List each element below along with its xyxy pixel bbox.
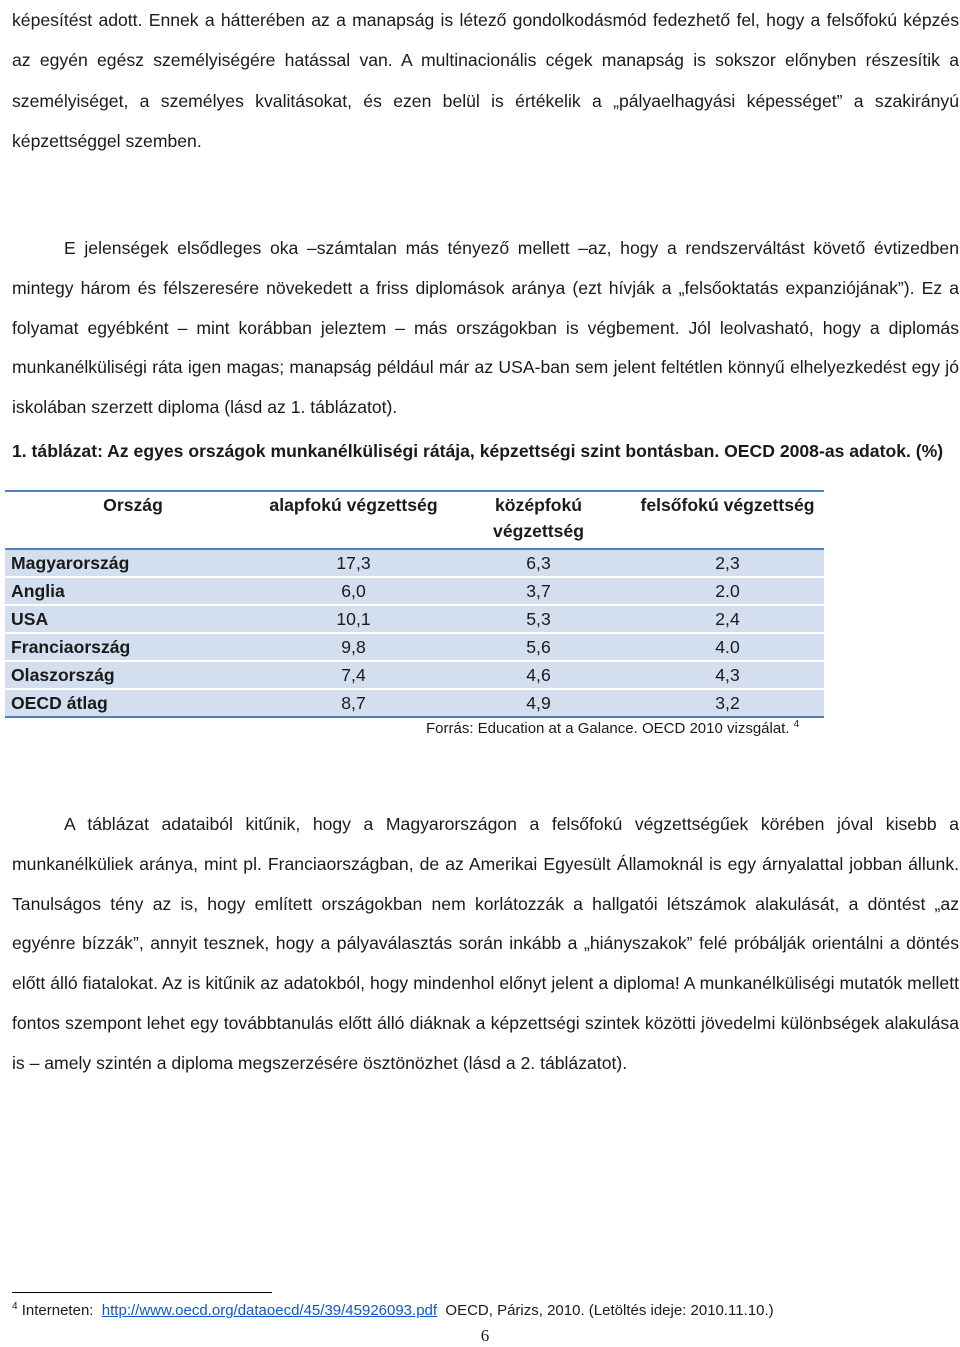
paragraph-second: E jelenségek elsődleges oka –számtalan más tényező mellett –az, hogy a rendszerváltást követő évtizedben mintegy három és félszeresére növekedett a friss diplomások aránya (ezt hívják a „felsőoktatás expanziójának”). Ez a folyamat egyébként – mint korábban jeleztem – más országokban is végbement. Jól leolvasható, hogy a diplomás munkanélküliségi ráta igen magas; manapság például már az USA-ban sem jelent feltétlen könnyű elhelyezkedést egy jó iskolában szerzett diploma (lásd az 1. táblázatot). (12, 238, 959, 418)
secondary-cell: 6,3 (446, 549, 631, 577)
secondary-cell: 3,7 (446, 577, 631, 605)
secondary-cell: 4,9 (446, 689, 631, 717)
unemployment-table (5, 490, 824, 718)
primary-cell: 10,1 (261, 605, 446, 633)
table-row (5, 661, 824, 689)
primary-cell: 8,7 (261, 689, 446, 717)
footnote-reference: 4 (793, 719, 800, 730)
primary-cell: 6,0 (261, 577, 446, 605)
table-header-row (5, 491, 824, 549)
paragraph-fourth: A táblázat adataiból kitűnik, hogy a Magyarországon a felsőfokú végzettségűek körében jóval kisebb a munkanélküliek aránya, mint pl. Franciaországban, de az Amerikai Egyesült Államoknál is egy árnyalattal jobban állunk. Tanulságos tény az is, hogy említett országokban nem korlátozzák a hallgatói létszámok alakulását, a döntést „az egyénre bízzák”, annyit tesznek, hogy a pályaválasztás során inkább a „hiányszakok” felé próbálják orientálni a döntés előtt álló fiatalokat. Az is kitűnik az adatokból, hogy mindenhol előnyt jelent a diploma! A munkanélküliségi mutatók mellett fontos szempont lehet egy továbbtanulás előtt álló diáknak a képzettségi szintek közötti jövedelmi különbségek alakulása is – amely szintén a diploma megszerzésére ösztönözhet (lásd a 2. táblázatot). (12, 814, 959, 1073)
header-primary: alapfokú végzettség (261, 491, 446, 549)
footnote-link[interactable]: http://www.oecd.org/dataoecd/45/39/45926093.pdf (101, 1302, 438, 1319)
footnote-number: 4 (12, 1301, 18, 1312)
secondary-cell: 5,3 (446, 605, 631, 633)
tertiary-cell: 4,3 (631, 661, 824, 689)
primary-cell: 17,3 (261, 549, 446, 577)
country-cell: Magyarország (5, 549, 261, 577)
secondary-cell: 5,6 (446, 633, 631, 661)
table-source-text: Forrás: Education at a Galance. OECD 2010 vizsgálat. (426, 720, 790, 737)
table-caption: 1. táblázat: Az egyes országok munkanélküliségi rátája, képzettségi szint bontásban. OECD 2008-as adatok. (%) (12, 441, 944, 461)
table-row (5, 689, 824, 717)
country-cell: USA (5, 605, 261, 633)
table-row (5, 605, 824, 633)
country-cell: Franciaország (5, 633, 261, 661)
footnote-separator (12, 1292, 272, 1293)
footnote-suffix: OECD, Párizs, 2010. (Letöltés ideje: 2010.11.10.) (445, 1302, 774, 1319)
table-row (5, 577, 824, 605)
secondary-cell: 4,6 (446, 661, 631, 689)
header-tertiary: felsőfokú végzettség (631, 491, 824, 549)
table-row (5, 633, 824, 661)
header-country: Ország (5, 491, 261, 549)
tertiary-cell: 2,4 (631, 605, 824, 633)
footnote (12, 1302, 774, 1319)
country-cell: Olaszország (5, 661, 261, 689)
tertiary-cell: 2,3 (631, 549, 824, 577)
country-cell: Anglia (5, 577, 261, 605)
header-secondary: középfokú végzettség (446, 491, 631, 549)
paragraph-intro: képesítést adott. Ennek a hátterében az a manapság is létező gondolkodásmód fedezhető fel, hogy a felsőfokú képzés az egyén egész személyiségére hatással van. A multinacionális cégek manapság is sokszor előnyben részesítik a személyiséget, a személyes kvalitásokat, és ezen belül is értékelik a „pályaelhagyási képességet” a szakirányú képzettséggel szemben. (12, 10, 959, 151)
primary-cell: 7,4 (261, 661, 446, 689)
tertiary-cell: 4.0 (631, 633, 824, 661)
page-number: 6 (480, 1326, 490, 1345)
footnote-prefix: Interneten: (21, 1302, 94, 1319)
country-cell: OECD átlag (5, 689, 261, 717)
tertiary-cell: 2.0 (631, 577, 824, 605)
table-source (426, 720, 799, 737)
primary-cell: 9,8 (261, 633, 446, 661)
table-row (5, 549, 824, 577)
tertiary-cell: 3,2 (631, 689, 824, 717)
